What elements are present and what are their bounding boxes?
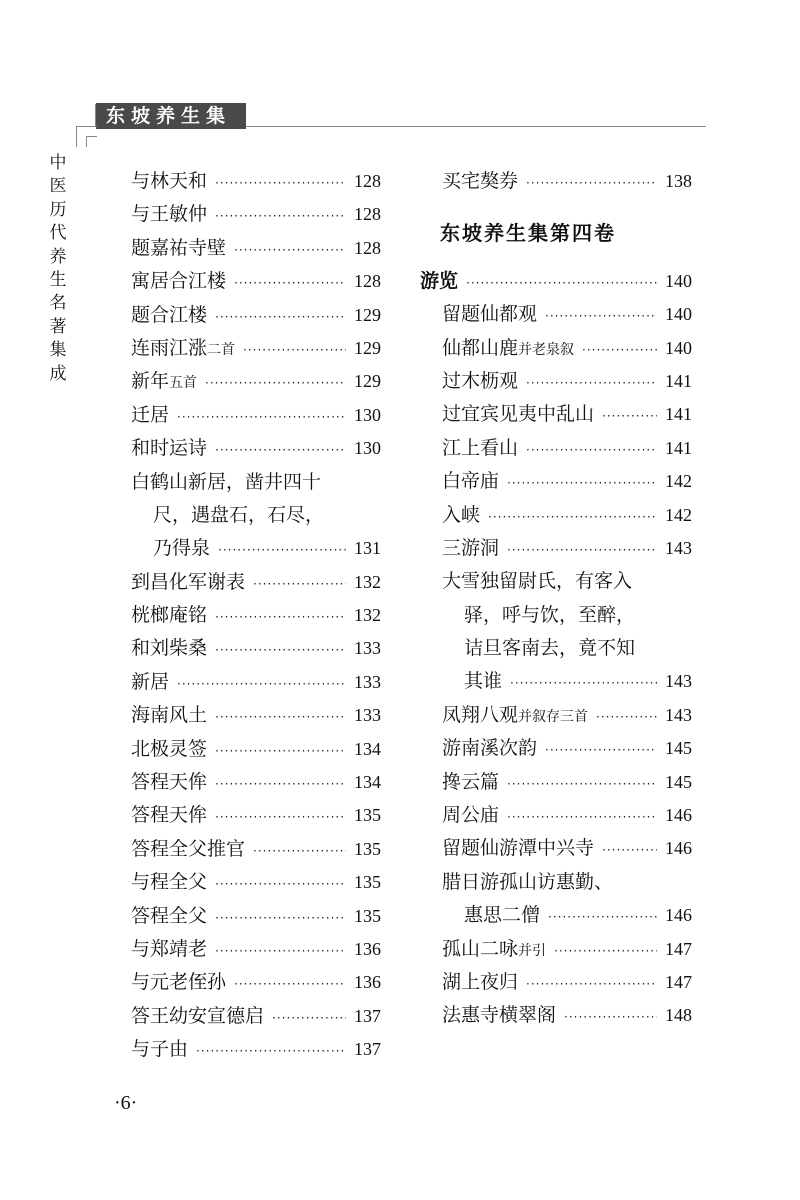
toc-entry[interactable]	[420, 533, 692, 566]
toc-entry-title: 法惠寺横翠阁	[442, 1004, 557, 1027]
toc-entry-title: 留题仙都观	[442, 303, 538, 326]
toc-entry[interactable]	[420, 733, 692, 766]
toc-leader	[215, 877, 346, 891]
toc-entry-note: 并老泉叙	[518, 341, 575, 358]
toc-entry-title: 新居	[131, 670, 170, 693]
toc-entry-page: 142	[665, 471, 692, 492]
toc-entry-title: 诘旦客南去，竟不知	[464, 637, 636, 660]
toc-entry-page: 136	[354, 972, 381, 993]
toc-entry-page: 129	[354, 337, 381, 358]
toc-entry[interactable]	[420, 700, 692, 733]
toc-entry-page: 146	[665, 905, 692, 926]
toc-entry-title: 题嘉祐寺壁	[131, 236, 227, 259]
toc-entry-title: 北极灵签	[131, 737, 208, 760]
toc-entry-note: 二首	[207, 341, 236, 358]
toc-entry-page: 135	[354, 805, 381, 826]
toc-entry-title: 和刘柴桑	[131, 637, 208, 660]
toc-entry-title: 答王幼安宣德启	[131, 1004, 265, 1027]
toc-entry-page: 130	[354, 404, 381, 425]
toc-leader	[507, 543, 657, 557]
toc-entry[interactable]	[420, 466, 692, 499]
book-title: 东坡养生集	[106, 105, 232, 127]
toc-entry[interactable]	[131, 366, 381, 399]
toc-entry-page: 143	[665, 537, 692, 558]
toc-leader	[215, 944, 346, 958]
toc-leader	[507, 810, 657, 824]
toc-entry[interactable]	[420, 166, 692, 199]
toc-entry-title: 尺，遇盘石，石尽，	[153, 503, 325, 526]
toc-right-column	[420, 166, 692, 1034]
corner-ornament-inner	[86, 136, 97, 147]
toc-entry-title: 新年五首	[131, 370, 198, 393]
toc-entry-page: 141	[665, 437, 692, 458]
toc-leader	[596, 710, 657, 724]
toc-leader	[507, 777, 657, 791]
toc-entry-title: 游南溪次韵	[442, 737, 538, 760]
toc-entry[interactable]	[131, 500, 381, 533]
toc-leader	[602, 409, 657, 423]
toc-entry-page: 135	[354, 838, 381, 859]
toc-entry-page: 132	[354, 571, 381, 592]
toc-entry-page: 137	[354, 1005, 381, 1026]
toc-leader	[215, 643, 346, 657]
toc-leader	[243, 343, 346, 357]
toc-entry[interactable]	[131, 400, 381, 433]
series-title-char: 中	[49, 153, 67, 173]
toc-leader	[215, 443, 346, 457]
toc-leader	[215, 176, 346, 190]
toc-entry-page: 128	[354, 237, 381, 258]
toc-leader	[215, 777, 346, 791]
toc-entry-page: 141	[665, 370, 692, 391]
toc-entry[interactable]	[420, 333, 692, 366]
page-number: ·6·	[114, 1092, 138, 1114]
toc-leader	[215, 710, 346, 724]
toc-entry[interactable]	[131, 300, 381, 333]
series-title-char: 名	[49, 293, 67, 314]
toc-entry[interactable]	[131, 166, 381, 199]
toc-entry[interactable]	[420, 633, 692, 666]
toc-entry-title: 连雨江涨二首	[131, 336, 236, 359]
toc-entry-title: 题合江楼	[131, 303, 208, 326]
toc-entry-page: 134	[354, 772, 381, 793]
toc-entry[interactable]	[131, 834, 381, 867]
toc-entry[interactable]	[131, 533, 381, 566]
toc-leader	[177, 677, 346, 691]
toc-leader	[177, 410, 346, 424]
toc-category[interactable]	[420, 266, 692, 299]
toc-entry-page: 131	[354, 538, 381, 559]
toc-entry[interactable]	[420, 833, 692, 866]
toc-entry-note: 并引	[518, 942, 547, 959]
toc-entry-title: 桄榔庵铭	[131, 604, 208, 627]
toc-entry-page: 143	[665, 704, 692, 725]
toc-entry-page: 138	[665, 171, 692, 191]
toc-entry-page: 128	[354, 204, 381, 225]
toc-entry-page: 145	[665, 738, 692, 759]
toc-entry-title: 白帝庙	[442, 470, 500, 493]
toc-entry[interactable]	[420, 433, 692, 466]
toc-entry-title: 搀云篇	[442, 770, 500, 793]
toc-entry-page: 133	[354, 638, 381, 659]
toc-entry-page: 135	[354, 872, 381, 893]
toc-entry[interactable]	[420, 666, 692, 699]
toc-leader	[510, 676, 657, 690]
toc-leader	[488, 510, 657, 524]
toc-entry[interactable]	[131, 233, 381, 266]
toc-leader	[545, 743, 657, 757]
toc-entry-title: 迁居	[131, 403, 170, 426]
toc-entry-title: 入峡	[442, 503, 481, 526]
series-title-char: 集	[49, 340, 67, 361]
book-title-banner	[96, 103, 246, 129]
toc-entry-page: 141	[665, 404, 692, 425]
toc-leader	[253, 844, 346, 858]
toc-leader	[234, 243, 346, 257]
toc-entry[interactable]	[420, 767, 692, 800]
toc-leader	[602, 843, 657, 857]
toc-entry[interactable]	[131, 567, 381, 600]
toc-leader	[215, 209, 346, 223]
toc-entry-page: 130	[354, 438, 381, 459]
toc-entry[interactable]	[131, 800, 381, 833]
toc-leader	[554, 944, 657, 958]
toc-entry-page: 145	[665, 771, 692, 792]
series-title-char: 生	[49, 270, 67, 291]
toc-entry-title: 仙都山鹿并老泉叙	[442, 336, 575, 359]
toc-entry[interactable]	[131, 667, 381, 700]
toc-entry[interactable]	[131, 199, 381, 232]
toc-entry-title: 大雪独留尉氏，有客入	[442, 570, 633, 593]
toc-entry[interactable]	[131, 633, 381, 666]
toc-entry-page: 137	[354, 1039, 381, 1060]
toc-entry[interactable]	[420, 934, 692, 967]
toc-leader	[582, 343, 657, 357]
toc-entry[interactable]	[420, 1000, 692, 1033]
toc-entry[interactable]	[131, 1001, 381, 1034]
toc-leader	[526, 176, 657, 190]
toc-entry-title: 与元老侄孙	[131, 971, 227, 994]
series-title-char: 医	[49, 176, 67, 197]
toc-entry[interactable]	[131, 1034, 381, 1067]
toc-entry-page: 128	[354, 171, 381, 191]
toc-entry-page: 140	[665, 304, 692, 325]
toc-entry-title: 腊日游孤山访惠勤、	[442, 870, 614, 893]
toc-category-page: 140	[665, 270, 692, 291]
toc-entry-title: 和时运诗	[131, 437, 208, 460]
series-title-char: 成	[49, 363, 67, 384]
toc-leader	[196, 1044, 346, 1058]
series-title-char: 养	[49, 246, 67, 267]
toc-entry-title: 惠思二僧	[464, 904, 541, 927]
series-title-vertical	[48, 152, 68, 386]
toc-entry-page: 128	[354, 271, 381, 292]
toc-leader	[466, 276, 657, 290]
toc-entry-title: 过宜宾见夷中乱山	[442, 403, 595, 426]
toc-entry-title: 其谁	[464, 670, 503, 693]
toc-leader	[272, 1011, 346, 1025]
toc-entry-page: 146	[665, 805, 692, 826]
toc-entry-page: 140	[665, 337, 692, 358]
toc-entry-title: 与王敏仲	[131, 203, 208, 226]
toc-entry-page: 143	[665, 671, 692, 692]
toc-entry[interactable]	[420, 366, 692, 399]
toc-entry-title: 凤翔八观并叙存三首	[442, 703, 589, 726]
toc-entry-title: 乃得泉	[153, 537, 211, 560]
toc-entry-title: 与子由	[131, 1038, 189, 1061]
toc-entry[interactable]	[420, 867, 692, 900]
toc-leader	[507, 476, 657, 490]
toc-leader	[205, 376, 346, 390]
toc-leader	[545, 309, 657, 323]
toc-leader	[218, 543, 346, 557]
toc-entry[interactable]	[131, 266, 381, 299]
series-title-char: 著	[49, 316, 67, 337]
toc-entry[interactable]	[420, 900, 692, 933]
toc-entry-page: 133	[354, 671, 381, 692]
toc-left-column	[131, 166, 381, 1068]
toc-entry[interactable]	[420, 399, 692, 432]
toc-entry[interactable]	[131, 467, 381, 500]
header-rule	[246, 126, 706, 127]
toc-entry[interactable]	[131, 433, 381, 466]
toc-entry[interactable]	[131, 934, 381, 967]
toc-entry-title: 白鹤山新居，凿井四十	[131, 470, 322, 493]
toc-entry-title: 答程全父推官	[131, 837, 246, 860]
toc-entry[interactable]	[131, 700, 381, 733]
toc-entry-title: 三游洞	[442, 536, 500, 559]
volume-heading: 东坡养生集第四卷	[440, 220, 616, 245]
toc-leader	[526, 443, 657, 457]
toc-entry-title: 答程全父	[131, 904, 208, 927]
series-title-char: 代	[49, 223, 67, 244]
toc-entry-title: 到昌化军谢表	[131, 570, 246, 593]
toc-entry[interactable]	[131, 734, 381, 767]
toc-leader	[564, 1010, 657, 1024]
toc-category-title: 游览	[420, 269, 459, 292]
toc-entry[interactable]	[131, 600, 381, 633]
toc-entry-page: 132	[354, 605, 381, 626]
toc-entry-page: 134	[354, 738, 381, 759]
toc-leader	[526, 977, 657, 991]
toc-entry-title: 驿，呼与饮，至醉，	[464, 603, 636, 626]
header-corner-line	[95, 104, 96, 126]
series-title-char: 历	[49, 199, 67, 220]
toc-entry-page: 135	[354, 905, 381, 926]
toc-entry-title: 海南风土	[131, 704, 208, 727]
toc-entry-title: 与程全父	[131, 871, 208, 894]
toc-entry-title: 周公庙	[442, 804, 500, 827]
toc-entry-note: 并叙存三首	[518, 708, 589, 725]
toc-entry[interactable]	[420, 800, 692, 833]
toc-leader	[234, 977, 346, 991]
toc-entry[interactable]	[131, 767, 381, 800]
toc-leader	[548, 910, 657, 924]
toc-leader	[253, 577, 346, 591]
toc-leader	[215, 911, 346, 925]
toc-entry-page: 136	[354, 938, 381, 959]
toc-entry-title: 湖上夜归	[442, 970, 519, 993]
toc-leader	[526, 376, 657, 390]
toc-entry-page: 129	[354, 304, 381, 325]
toc-entry-page: 147	[665, 971, 692, 992]
toc-entry-page: 142	[665, 504, 692, 525]
toc-entry-title: 买宅獒券	[442, 170, 519, 192]
toc-entry-title: 过木枥观	[442, 369, 519, 392]
toc-entry-note: 五首	[169, 375, 198, 392]
toc-entry[interactable]	[131, 867, 381, 900]
toc-entry-title: 孤山二咏并引	[442, 937, 547, 960]
toc-entry-title: 答程天侔	[131, 771, 208, 794]
toc-entry[interactable]	[420, 566, 692, 599]
toc-entry-title: 答程天侔	[131, 804, 208, 827]
toc-entry-title: 江上看山	[442, 436, 519, 459]
toc-leader	[215, 610, 346, 624]
toc-entry[interactable]	[420, 299, 692, 332]
toc-leader	[215, 744, 346, 758]
toc-entry-page: 147	[665, 938, 692, 959]
toc-entry[interactable]	[131, 901, 381, 934]
toc-entry[interactable]	[420, 967, 692, 1000]
toc-entry-title: 寓居合江楼	[131, 270, 227, 293]
toc-entry-title: 与林天和	[131, 170, 208, 192]
toc-entry-title: 留题仙游潭中兴寺	[442, 837, 595, 860]
toc-entry[interactable]	[420, 500, 692, 533]
toc-entry-page: 133	[354, 705, 381, 726]
toc-entry-page: 146	[665, 838, 692, 859]
toc-entry-title: 与郑靖老	[131, 937, 208, 960]
toc-entry[interactable]	[420, 600, 692, 633]
toc-leader	[215, 310, 346, 324]
toc-leader	[215, 810, 346, 824]
toc-entry[interactable]	[131, 967, 381, 1000]
toc-leader	[234, 276, 346, 290]
toc-entry[interactable]	[131, 333, 381, 366]
toc-entry-page: 129	[354, 371, 381, 392]
toc-entry-page: 148	[665, 1005, 692, 1026]
